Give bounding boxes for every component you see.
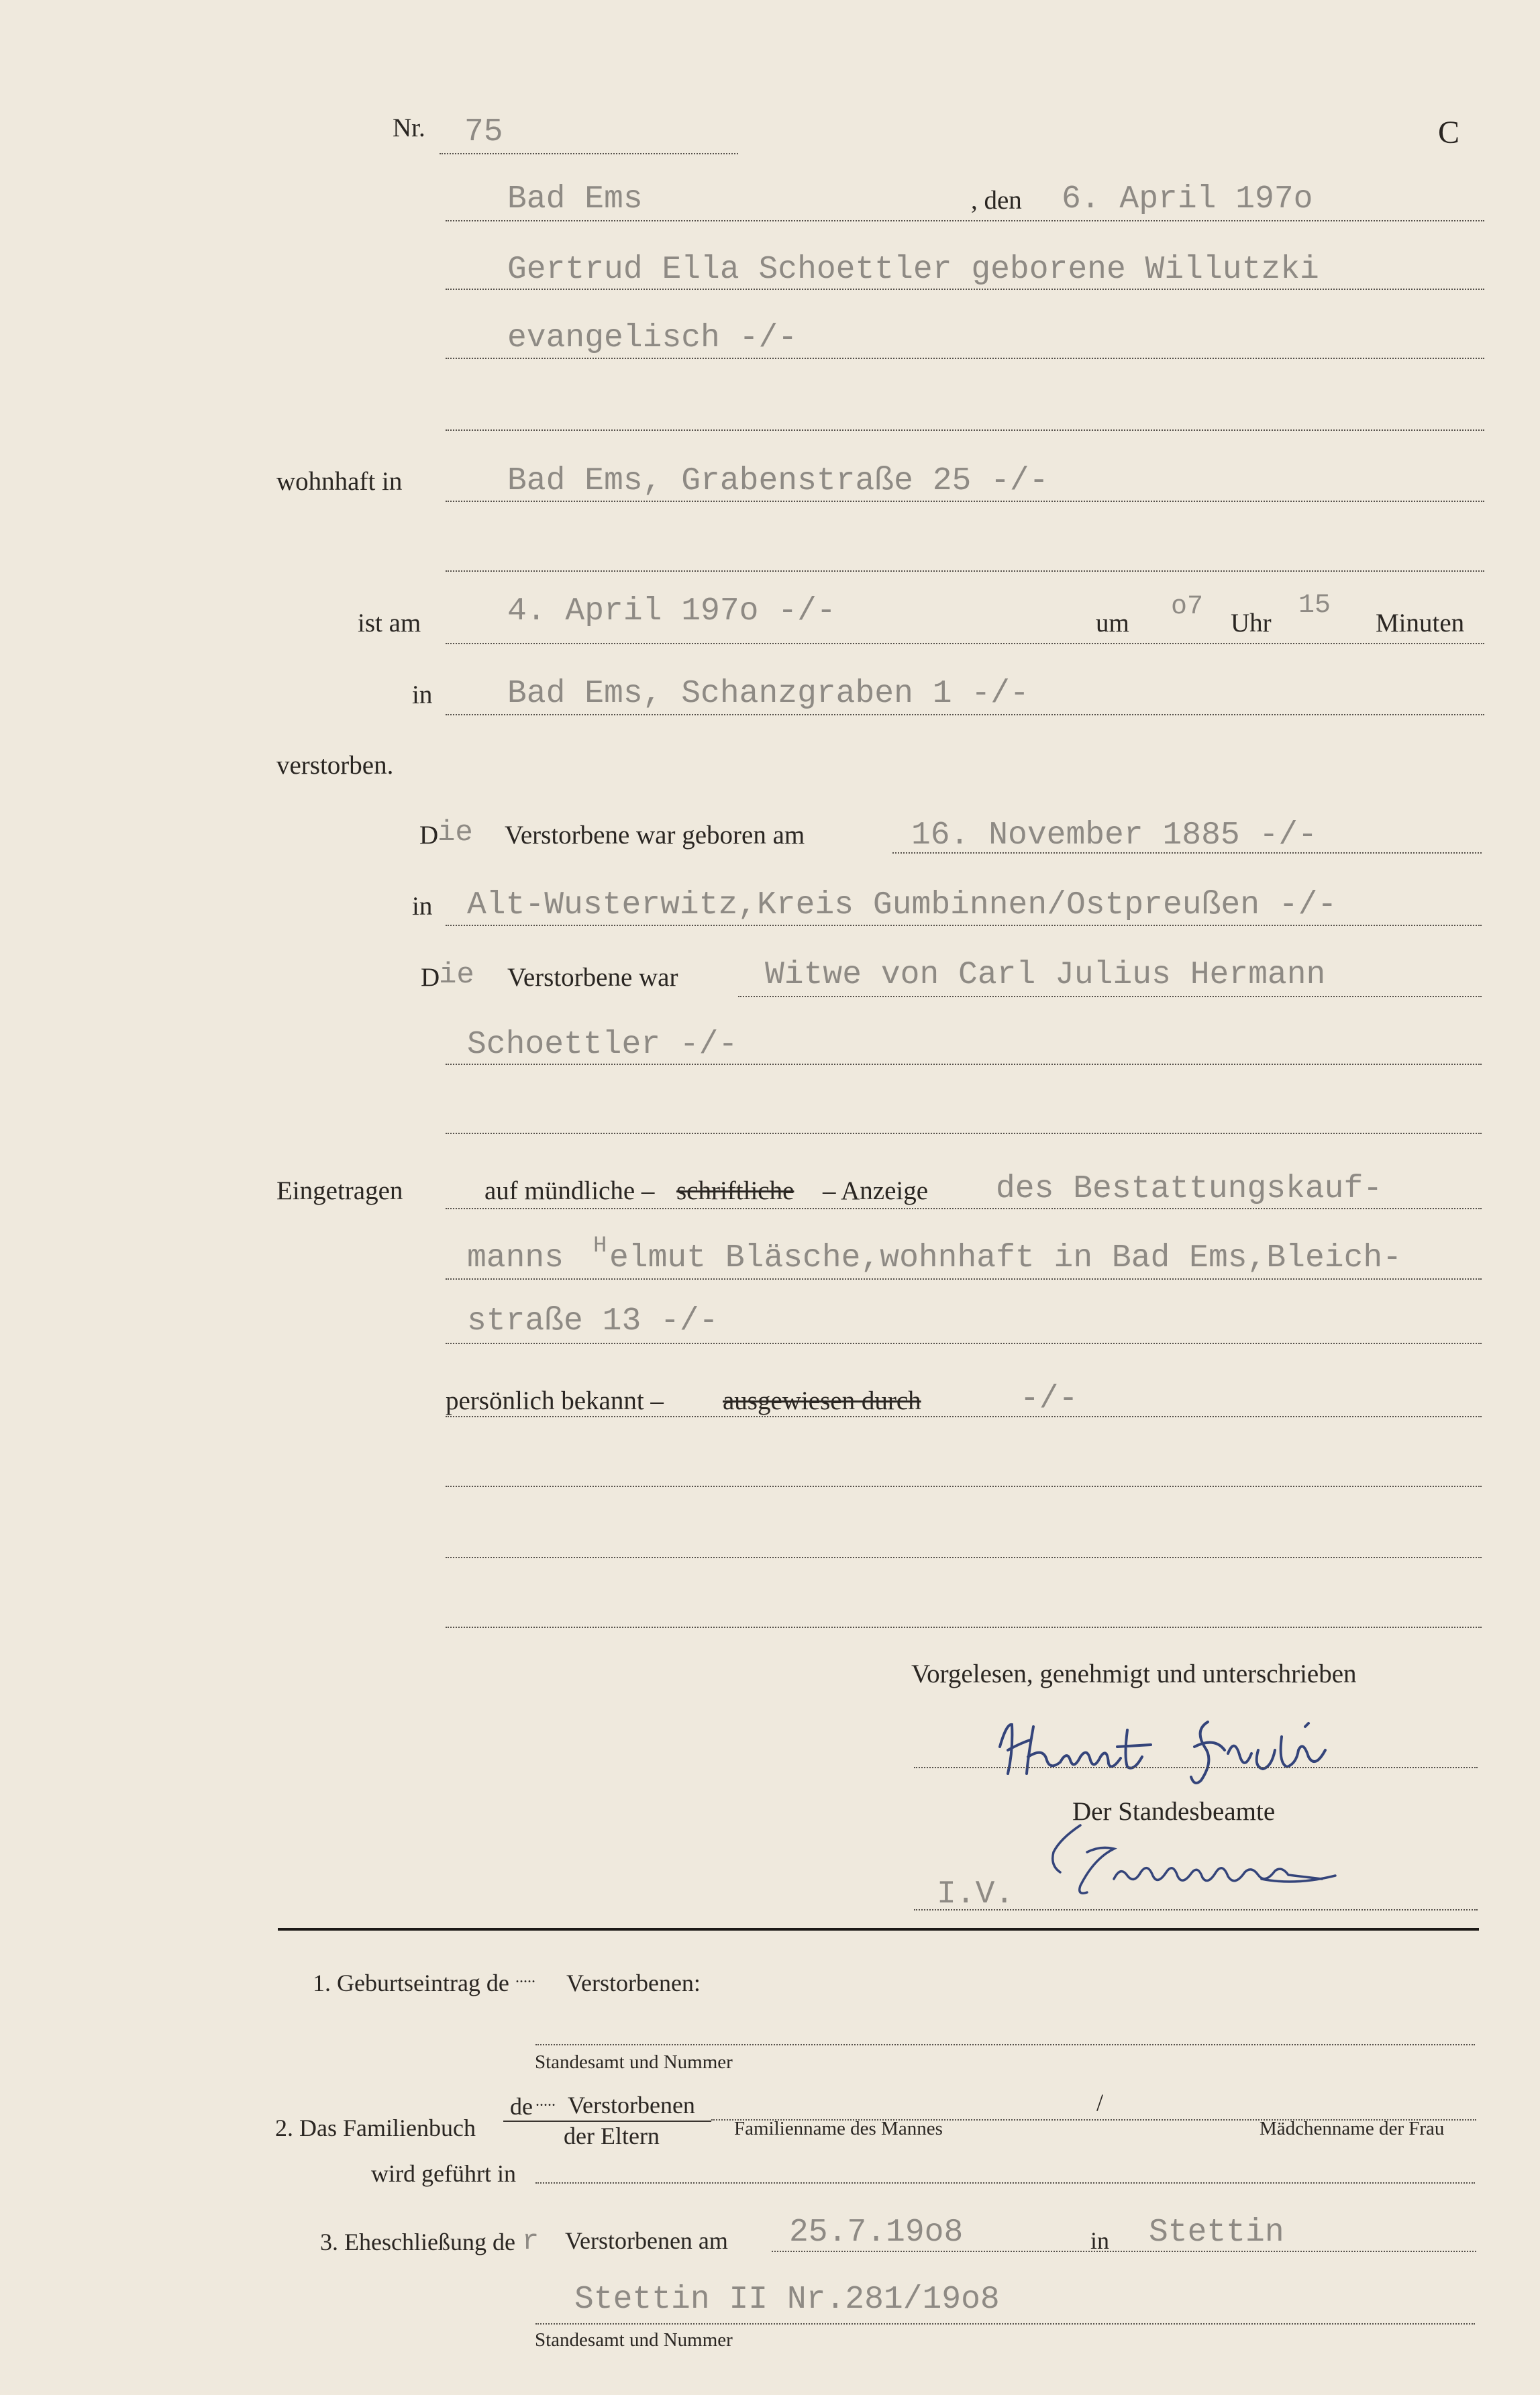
item3-label: 3. Eheschließung de [320,2229,515,2255]
status-label: Verstorbene war [507,963,678,992]
signature-rule-1 [914,1767,1478,1768]
blank-line-1 [446,429,1484,431]
item3-in: in [1090,2227,1110,2254]
um-label: um [1096,609,1129,638]
death-place: Bad Ems, Schanzgraben 1 -/- [507,676,1029,712]
standesbeamte-label: Der Standesbeamte [1072,1797,1276,1826]
status-line-1: Witwe von Carl Julius Hermann [765,957,1326,993]
item2-eltern: der Eltern [564,2123,660,2149]
reporter-line-2-prefix: manns [467,1240,564,1276]
birth-in-label: in [412,892,433,921]
blank-line-6 [446,1627,1482,1628]
reporter-line-1: des Bestattungskauf- [996,1171,1383,1207]
death-minutes: 15 [1298,591,1331,621]
item3-typed-r: r [522,2225,540,2257]
anzeige-label: – Anzeige [823,1176,929,1205]
death-place-line [446,714,1484,715]
in-label: in [412,680,433,709]
maedchenname-caption: Mädchenname der Frau [1260,2118,1445,2139]
place-date-line [446,220,1484,221]
uhr-label: Uhr [1231,609,1272,638]
blank-line-4 [446,1486,1482,1487]
item2-dots: ..... [535,2092,556,2110]
deceased-name: Gertrud Ella Schoettler geborene Willutzki [507,252,1319,288]
date-value: 6. April 197o [1062,181,1313,217]
birth-place: Alt-Wusterwitz,Kreis Gumbinnen/Ostpreußen -/- [467,887,1337,923]
reporter-line-2-rule [446,1278,1482,1280]
religion-line [446,358,1484,359]
item3-verstorbenen: Verstorbenen am [565,2227,728,2254]
nr-line [440,153,738,154]
wohnhaft-label: wohnhaft in [276,467,403,496]
reporter-signature [993,1710,1382,1790]
item3-registry-rule [535,2323,1475,2325]
birth-label: Verstorbene war geboren am [505,821,805,850]
item3-caption: Standesamt und Nummer [535,2329,733,2351]
status-line-2-rule [446,1064,1482,1065]
blank-line-5 [446,1557,1482,1558]
marriage-date: 25.7.19o8 [789,2214,964,2251]
status-line-2: Schoettler -/- [467,1027,738,1063]
die-typed-suffix: ie [438,816,473,850]
wird-gefuehrt-rule [535,2182,1475,2184]
signature-rule-2 [914,1909,1478,1910]
ist-am-label: ist am [358,609,421,638]
den-label: , den [971,186,1022,215]
status-line-1-rule [738,996,1482,997]
familienname-caption: Familienname des Mannes [734,2118,943,2139]
blank-line-2 [446,570,1484,572]
nr-label: Nr. [393,113,425,142]
reporter-line-2-correction: H [593,1233,607,1259]
wohnhaft-line [446,501,1484,502]
birth-date: 16. November 1885 -/- [911,817,1317,854]
item1-caption: Standesamt und Nummer [535,2051,733,2073]
die-prefix: D [419,821,439,850]
reporter-line-3-rule [446,1343,1482,1344]
persoenlich-value: -/- [1020,1381,1078,1417]
item1-label: 1. Geburtseintrag de [313,1970,509,1996]
reporter-line-2-rest: elmut Bläsche,wohnhaft in Bad Ems,Bleich- [609,1240,1402,1276]
death-date: 4. April 197o -/- [507,593,836,629]
wohnhaft-value: Bad Ems, Grabenstraße 25 -/- [507,463,1049,499]
auf-muendliche-label: auf mündliche – [484,1176,655,1205]
marriage-place: Stettin [1149,2214,1284,2251]
eingetragen-label: Eingetragen [276,1176,403,1205]
reporter-line-3: straße 13 -/- [467,1303,719,1339]
item2-slash: / [1096,2089,1104,2116]
blank-line-3 [446,1133,1482,1134]
persoenlich-rule [446,1416,1482,1417]
name-line [446,289,1484,290]
item1-suffix: Verstorbenen: [566,1970,701,1996]
status-die-typed-suffix: ie [439,958,474,992]
schriftliche-struck: schriftliche [676,1176,794,1205]
item2-verstorbenen: Verstorbenen [568,2092,695,2119]
vorgelesen-label: Vorgelesen, genehmigt und unterschrieben [911,1660,1357,1688]
item1-rule [535,2044,1475,2045]
death-hour: o7 [1171,592,1204,622]
minuten-label: Minuten [1376,609,1465,638]
verstorben-label: verstorben. [276,751,394,780]
item3-rule [772,2251,1476,2252]
place-value: Bad Ems [507,181,643,217]
wird-gefuehrt-label: wird geführt in [371,2160,516,2187]
iv-label: I.V. [937,1876,1015,1913]
record-number: 75 [464,114,503,150]
birth-place-line [446,925,1482,926]
item2-label: 2. Das Familienbuch [275,2114,476,2141]
item1-dots: ..... [515,1969,535,1986]
registrar-signature [1040,1812,1429,1913]
marriage-registry: Stettin II Nr.281/19o8 [574,2282,1000,2318]
reporter-line-1-rule [446,1208,1482,1209]
birth-date-line [892,852,1482,854]
item2-de: de [510,2093,533,2120]
persoenlich-label: persönlich bekannt – [446,1386,664,1415]
ausgewiesen-struck: ausgewiesen durch [723,1386,921,1415]
form-letter: C [1438,115,1460,150]
religion-value: evangelisch -/- [507,320,798,356]
status-die-prefix: D [421,963,440,992]
section-divider [278,1928,1479,1931]
ist-am-line [446,643,1484,644]
